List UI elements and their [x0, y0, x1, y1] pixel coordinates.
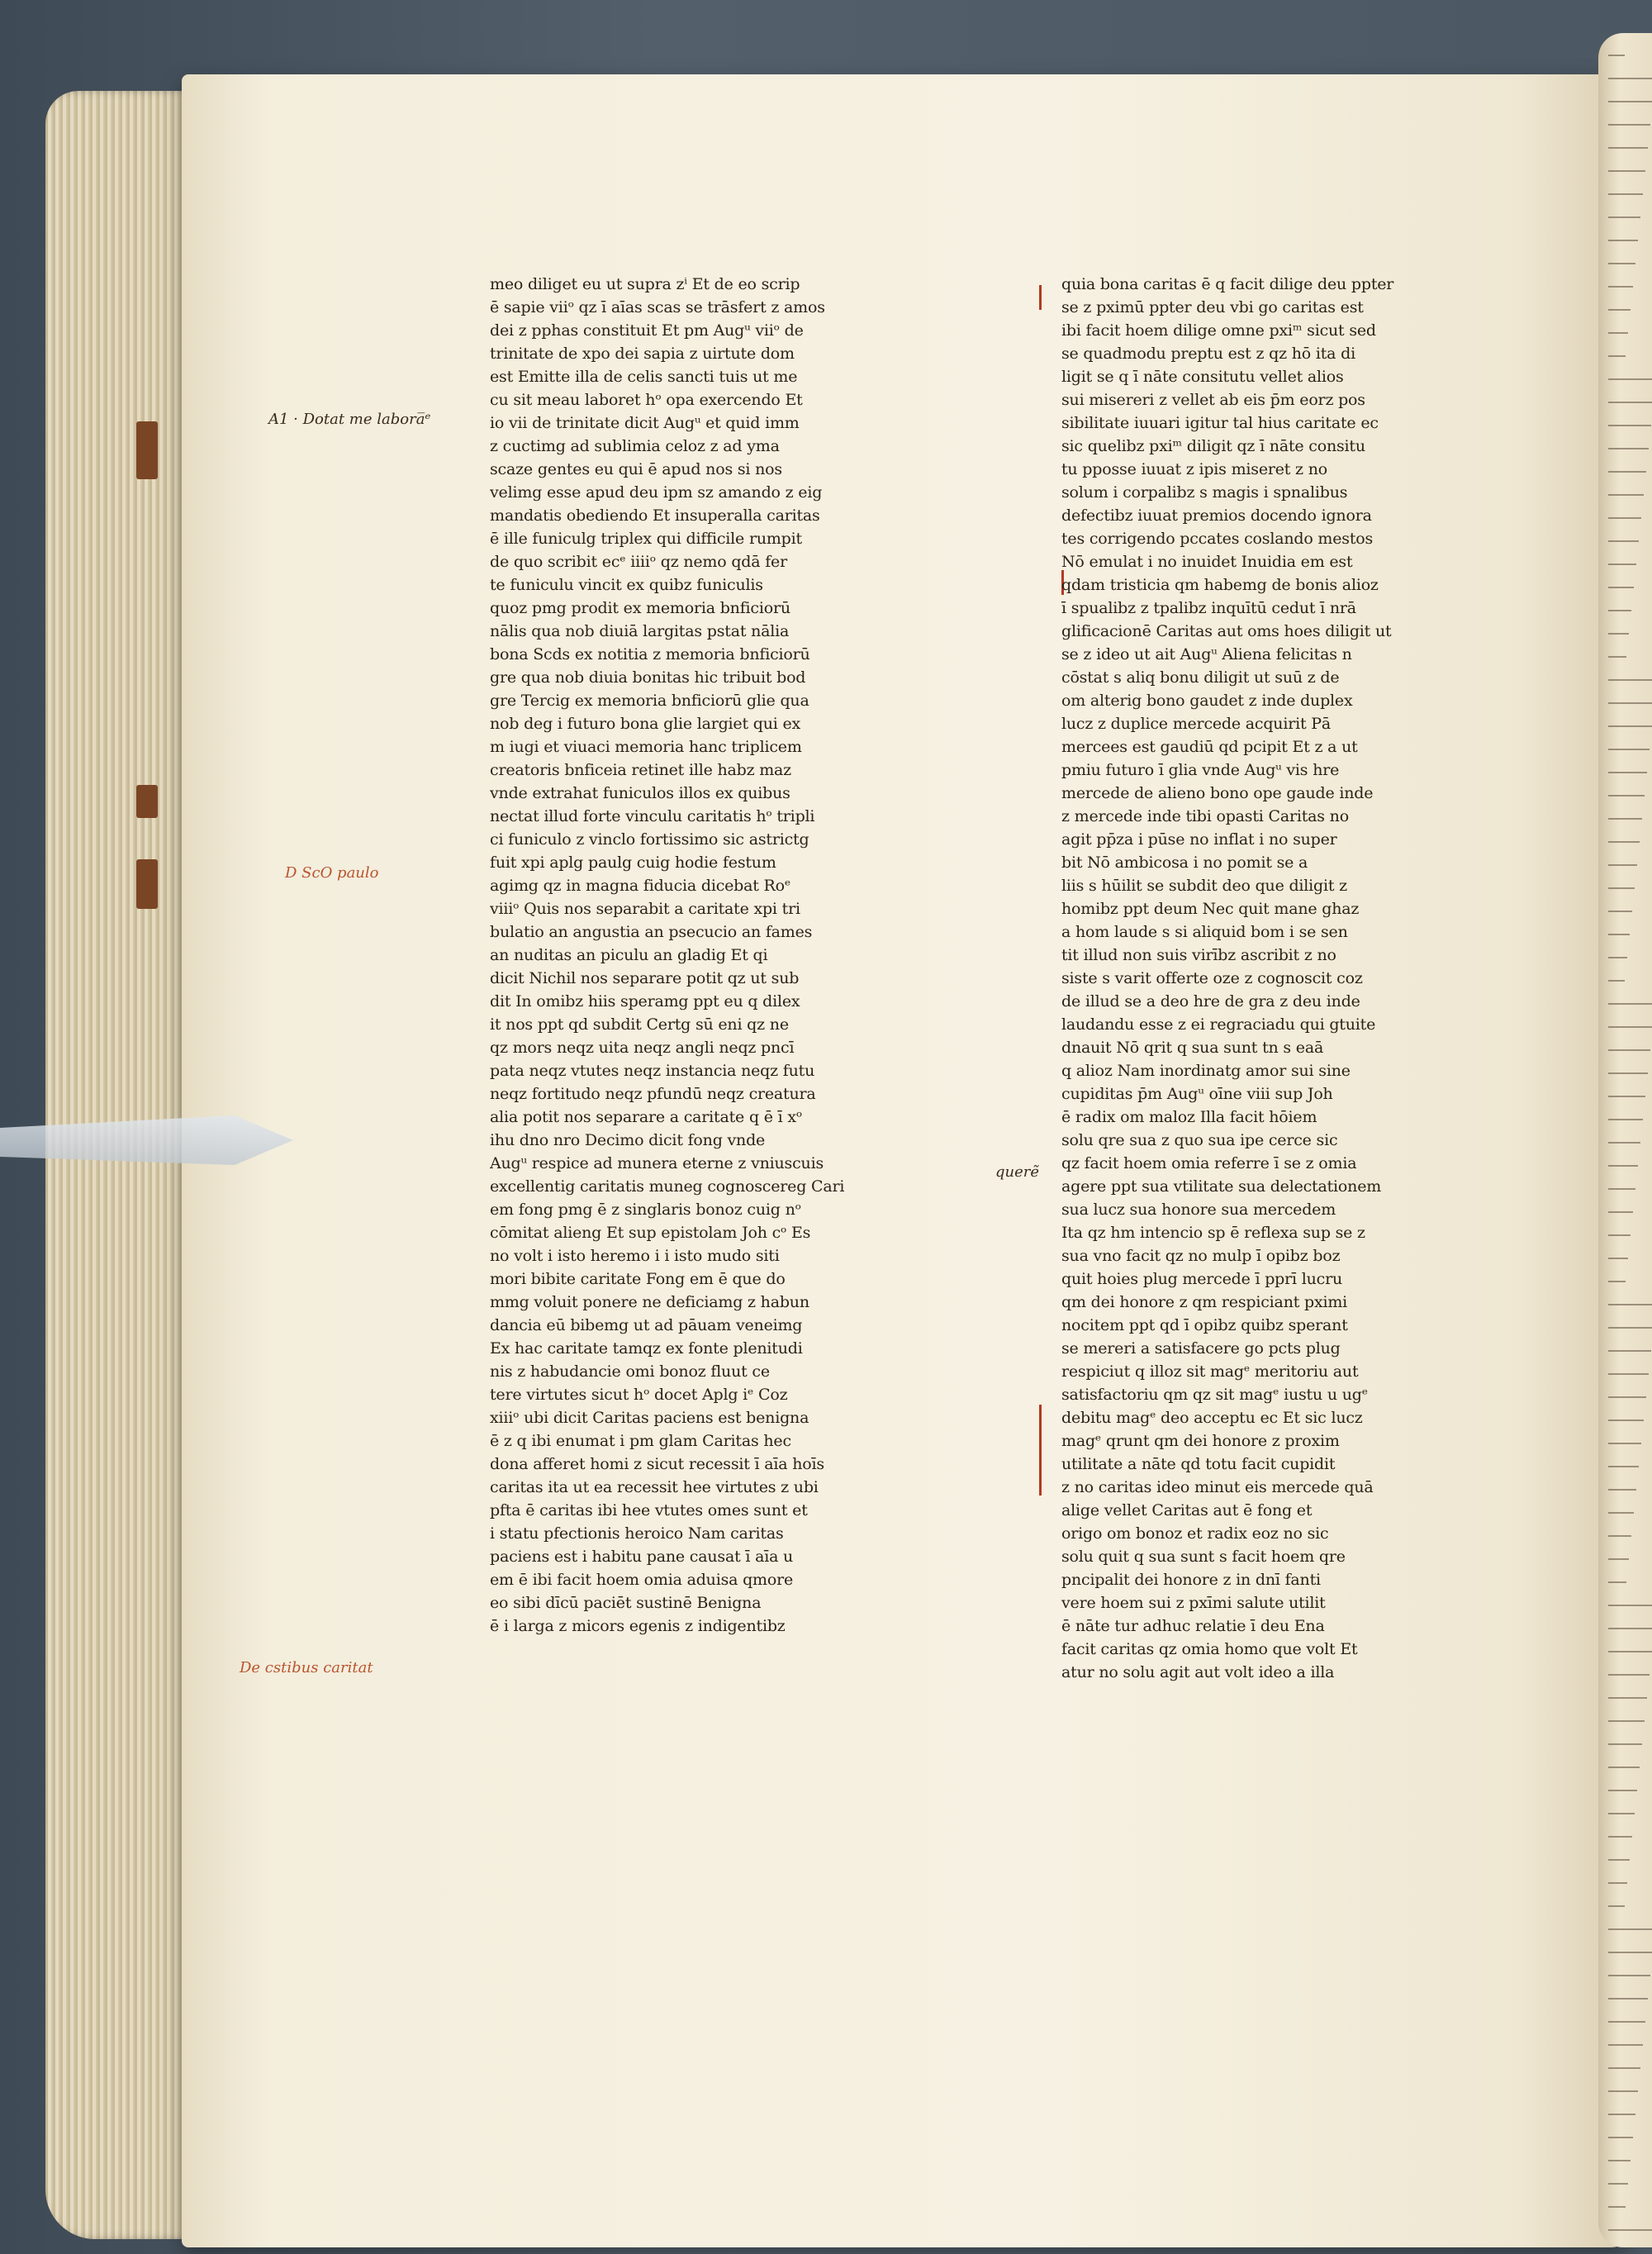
- facing-text-line: [1608, 2090, 1638, 2092]
- facing-text-line: [1608, 1466, 1639, 1467]
- facing-text-line: [1608, 1767, 1640, 1768]
- text-line: pfta ē caritas ibi hee vtutes omes sunt et: [490, 1501, 808, 1519]
- leather-tab: [136, 785, 158, 818]
- text-line: ligit se q ī nāte consitutu vellet alios: [1061, 368, 1344, 386]
- page-edges: [45, 91, 194, 2239]
- facing-text-line: [1608, 1096, 1645, 1097]
- text-line: lucz z duplice mercede acquirit Pā: [1061, 715, 1331, 733]
- text-line: tu pposse iuuat z ipis miseret z no: [1061, 460, 1327, 478]
- facing-text-line: [1608, 1928, 1652, 1930]
- facing-text-line: [1608, 2021, 1645, 2023]
- text-line: pata neqz vtutes neqz instancia neqz futu: [490, 1062, 815, 1080]
- text-line: vere hoem sui z pxīmi salute utilit: [1061, 1594, 1326, 1612]
- facing-text-line: [1608, 170, 1645, 172]
- text-line: ē z q ibi enumat i pm glam Caritas hec: [490, 1432, 791, 1450]
- text-line: debitu magᵉ deo acceptu ec Et sic lucz: [1061, 1409, 1363, 1427]
- text-line: pmiu futuro ī glia vnde Augᵘ vis hre: [1061, 761, 1340, 779]
- text-line: an nuditas an piculu an gladig Et qi: [490, 946, 768, 964]
- text-line: ē i larga z micors egenis z indigentibz: [490, 1617, 786, 1635]
- text-line: alia potit nos separare a caritate q ē ī xᵒ: [490, 1108, 802, 1126]
- text-line: mmg voluit ponere ne deficiamg z habun: [490, 1293, 809, 1311]
- text-line: dei z pphas constituit Et pm Augᵘ viiᵒ de: [490, 321, 804, 340]
- facing-text-line: [1608, 725, 1652, 727]
- text-line: Nō emulat i no inuidet Inuidia em est: [1061, 553, 1353, 571]
- text-line: quia bona caritas ē q facit dilige deu ppter: [1061, 275, 1394, 293]
- text-line: mercees est gaudiū qd pcipit Et z a ut: [1061, 738, 1358, 756]
- text-line: mandatis obediendo Et insuperalla caritas: [490, 506, 820, 525]
- margin-note: D ScO paulo: [285, 864, 379, 882]
- text-line: laudandu esse z ei regraciadu qui gtuite: [1061, 1015, 1376, 1034]
- text-line: facit caritas qz omia homo que volt Et: [1061, 1640, 1358, 1658]
- text-line: se mereri a satisfacere go pcts plug: [1061, 1339, 1341, 1358]
- text-line: qz mors neqz uita neqz angli neqz pncī: [490, 1039, 795, 1057]
- text-line: liis s hūilit se subdit deo que diligit z: [1061, 877, 1347, 895]
- facing-text-line: [1608, 702, 1652, 704]
- facing-text-line: [1608, 1882, 1627, 1884]
- text-line: z mercede inde tibi opasti Caritas no: [1061, 807, 1349, 825]
- text-line: a hom laude s si aliquid bom i se sen: [1061, 923, 1348, 941]
- facing-text-line: [1608, 1581, 1626, 1583]
- text-line: siste s varit offerte oze z cognoscit coz: [1061, 969, 1363, 987]
- text-line: ci funiculo z vinclo fortissimo sic astrictg: [490, 830, 809, 849]
- facing-text-line: [1608, 1234, 1631, 1236]
- text-line: io vii de trinitate dicit Augᵘ et quid imm: [490, 414, 800, 432]
- facing-text-line: [1608, 1813, 1635, 1814]
- text-line: magᵉ qrunt qm dei honore z proxim: [1061, 1432, 1340, 1450]
- text-line: solum i corpalibz s magis i spnalibus: [1061, 483, 1348, 502]
- text-line: ē radix om maloz Illa facit hōiem: [1061, 1108, 1317, 1126]
- facing-text-line: [1608, 2114, 1635, 2115]
- facing-text-line: [1608, 841, 1640, 843]
- text-line: vnde extrahat funiculos illos ex quibus: [490, 784, 790, 802]
- facing-text-line: [1608, 1790, 1637, 1791]
- facing-text-line: [1608, 2067, 1640, 2069]
- text-line: origo om bonoz et radix eoz no sic: [1061, 1524, 1329, 1543]
- facing-text-line: [1608, 1327, 1652, 1329]
- text-line: defectibz iuuat premios docendo ignora: [1061, 506, 1372, 525]
- text-line: dit In omibz hiis speramg ppt eu q dilex: [490, 992, 800, 1010]
- facing-text-line: [1608, 1998, 1648, 2000]
- facing-text-line: [1608, 147, 1648, 149]
- facing-text-line: [1608, 378, 1652, 380]
- text-line: i statu pfectionis heroico Nam caritas: [490, 1524, 784, 1543]
- text-column-right: [1061, 273, 1524, 1684]
- text-line: no volt i isto heremo i i isto mudo siti: [490, 1247, 780, 1265]
- text-line: m iugi et viuaci memoria hanc triplicem: [490, 738, 802, 756]
- text-line: dnauit Nō qrit q sua sunt tn s eaā: [1061, 1039, 1324, 1057]
- text-line: mercede de alieno bono ope gaude inde: [1061, 784, 1374, 802]
- text-line: dancia eū bibemg ut ad pāuam veneimg: [490, 1316, 803, 1334]
- facing-text-line: [1608, 1188, 1635, 1190]
- facing-text-line: [1608, 286, 1633, 288]
- facing-text-line: [1608, 263, 1635, 264]
- text-line: nocitem ppt qd ī opibz quibz sperant: [1061, 1316, 1348, 1334]
- facing-text-line: [1608, 957, 1627, 958]
- facing-text-line: [1608, 1859, 1630, 1861]
- text-column-left: [490, 273, 952, 1638]
- leather-tab: [136, 859, 158, 909]
- facing-text-line: [1608, 656, 1626, 658]
- facing-text-line: [1608, 124, 1650, 126]
- facing-text-line: [1608, 1558, 1629, 1560]
- text-line: se quadmodu preptu est z qz hō ita di: [1061, 345, 1355, 363]
- text-line: quit hoies plug mercede ī pprī lucru: [1061, 1270, 1343, 1288]
- text-line: creatoris bnficeia retinet ille habz maz: [490, 761, 791, 779]
- facing-text-line: [1608, 1165, 1638, 1167]
- text-line: em fong pmg ē z singlaris bonoz cuig nᵒ: [490, 1201, 801, 1219]
- facing-text-line: [1608, 818, 1642, 820]
- text-line: solu qre sua z quo sua ipe cerce sic: [1061, 1131, 1338, 1149]
- facing-text-line: [1608, 1142, 1640, 1144]
- facing-text-line: [1608, 2137, 1633, 2138]
- facing-text-line: [1608, 1512, 1634, 1514]
- facing-text-line: [1608, 2044, 1643, 2046]
- facing-text-line: [1608, 1697, 1647, 1699]
- text-line: mori bibite caritate Fong em ē que do: [490, 1270, 786, 1288]
- text-line: ē nāte tur adhuc relatie ī deu Ena: [1061, 1617, 1325, 1635]
- text-line: tes corrigendo pccates coslando mestos: [1061, 530, 1374, 548]
- facing-text-line: [1608, 193, 1643, 195]
- facing-text-line: [1608, 471, 1646, 473]
- text-line: z no caritas ideo minut eis mercede quā: [1061, 1478, 1374, 1496]
- text-line: utilitate a nāte qd totu facit cupidit: [1061, 1455, 1336, 1473]
- facing-text-line: [1608, 1952, 1652, 1953]
- text-line: z cuctimg ad sublimia celoz z ad yma: [490, 437, 780, 455]
- facing-text-line: [1608, 1443, 1641, 1444]
- text-line: qm dei honore z qm respiciant pximi: [1061, 1293, 1348, 1311]
- facing-text-line: [1608, 216, 1640, 218]
- text-line: Ex hac caritate tamqz ex fonte plenitudi: [490, 1339, 803, 1358]
- text-line: em ē ibi facit hoem omia aduisa qmore: [490, 1571, 794, 1589]
- facing-text-line: [1608, 633, 1629, 635]
- leather-tab: [136, 421, 158, 479]
- text-line: solu quit q sua sunt s facit hoem qre: [1061, 1548, 1346, 1566]
- text-line: se z pximū ppter deu vbi go caritas est: [1061, 298, 1364, 316]
- facing-text-line: [1608, 934, 1630, 935]
- text-line: dicit Nichil nos separare potit qz ut sub: [490, 969, 800, 987]
- text-line: sui misereri z vellet ab eis p̄m eorz pos: [1061, 391, 1365, 409]
- facing-text-line: [1608, 1419, 1644, 1421]
- text-line: ē sapie viiᵒ qz ī aīas scas se trāsfert z amos: [490, 298, 825, 316]
- text-line: trinitate de xpo dei sapia z uirtute dom: [490, 345, 795, 363]
- text-line: excellentig caritatis muneg cognoscereg Cari: [490, 1177, 845, 1196]
- text-line: nectat illud forte vinculu caritatis hᵒ tripli: [490, 807, 815, 825]
- facing-text-line: [1608, 795, 1645, 797]
- text-line: q alioz Nam inordinatg amor sui sine: [1061, 1062, 1351, 1080]
- text-line: nob deg i futuro bona glie largiet qui ex: [490, 715, 801, 733]
- text-line: alige vellet Caritas aut ē fong et: [1061, 1501, 1313, 1519]
- text-line: neqz fortitudo neqz pfundū neqz creatura: [490, 1085, 816, 1103]
- text-line: bulatio an angustia an psecucio an fames: [490, 923, 813, 941]
- text-line: ibi facit hoem dilige omne pxiᵐ sicut sed: [1061, 321, 1376, 340]
- text-line: est Emitte illa de celis sancti tuis ut me: [490, 368, 798, 386]
- facing-text-line: [1608, 402, 1652, 403]
- facing-text-line: [1608, 1628, 1652, 1629]
- facing-text-line: [1608, 1905, 1625, 1907]
- text-line: it nos ppt qd subdit Certg sū eni qz ne: [490, 1015, 789, 1034]
- facing-text-line: [1608, 540, 1639, 542]
- facing-text-line: [1608, 2160, 1631, 2161]
- facing-text-line: [1608, 78, 1652, 79]
- text-line: agere ppt sua vtilitate sua delectationem: [1061, 1177, 1382, 1196]
- facing-text-line: [1608, 1119, 1643, 1120]
- text-line: dona afferet homi z sicut recessit ī aīa hoīs: [490, 1455, 824, 1473]
- text-line: nis z habudancie omi bonoz fluut ce: [490, 1362, 770, 1381]
- text-line: bit Nō ambicosa i no pomit se a: [1061, 854, 1308, 872]
- facing-text-line: [1608, 55, 1625, 56]
- facing-text-line: [1608, 2183, 1628, 2185]
- facing-text-line: [1608, 1281, 1626, 1282]
- facing-text-line: [1608, 1720, 1645, 1722]
- facing-text-line: [1608, 332, 1628, 334]
- facing-text-line: [1608, 517, 1641, 519]
- margin-note: querẽ: [995, 1163, 1040, 1181]
- facing-text-line: [1608, 1304, 1652, 1305]
- text-line: se z ideo ut ait Augᵘ Aliena felicitas n: [1061, 645, 1352, 663]
- margin-note: A1 · Dotat me labora̅ᵉ: [268, 411, 431, 428]
- facing-text-line: [1608, 1003, 1652, 1005]
- facing-text-line: [1608, 1350, 1651, 1352]
- facing-text-line: [1608, 1373, 1649, 1375]
- text-line: sic quelibz pxiᵐ diligit qz ī nāte consitu: [1061, 437, 1365, 455]
- facing-text-line: [1608, 1489, 1636, 1491]
- facing-text-line: [1608, 494, 1644, 496]
- facing-text-line: [1608, 1674, 1650, 1676]
- text-line: de illud se a deo hre de gra z deu inde: [1061, 992, 1360, 1010]
- facing-text-line: [1608, 1026, 1652, 1028]
- facing-text-line: [1608, 1743, 1642, 1745]
- facing-text-line: [1608, 610, 1631, 611]
- facing-text-line: [1608, 1535, 1631, 1537]
- facing-text-line: [1608, 309, 1631, 311]
- facing-text-line: [1608, 240, 1638, 241]
- facing-text-line: [1608, 980, 1625, 982]
- text-line: qdam tristicia qm habemg de bonis alioz: [1061, 576, 1379, 594]
- text-line: tere virtutes sicut hᵒ docet Aplg iᵉ Coz: [490, 1386, 788, 1404]
- text-line: om alterig bono gaudet z inde duplex: [1061, 692, 1353, 710]
- text-line: cupiditas p̄m Augᵘ oīne viii sup Joh: [1061, 1085, 1333, 1103]
- facing-text-line: [1608, 1651, 1652, 1652]
- facing-text-line: [1608, 448, 1649, 449]
- text-line: respiciut q illoz sit magᵉ meritoriu aut: [1061, 1362, 1359, 1381]
- facing-text-line: [1608, 425, 1651, 426]
- text-line: fuit xpi aplg paulg cuig hodie festum: [490, 854, 776, 872]
- text-line: Augᵘ respice ad munera eterne z vniuscuis: [490, 1154, 824, 1172]
- text-line: sua lucz sua honore sua mercedem: [1061, 1201, 1336, 1219]
- text-line: cōmitat alieng Et sup epistolam Joh cᵒ Es: [490, 1224, 811, 1242]
- text-line: ihu dno nro Decimo dicit fong vnde: [490, 1131, 766, 1149]
- rubric-mark: [1039, 1405, 1042, 1496]
- facing-text-line: [1608, 1211, 1633, 1213]
- facing-text-line: [1608, 772, 1647, 773]
- facing-text-line: [1608, 1396, 1646, 1398]
- text-line: qz facit hoem omia referre ī se z omia: [1061, 1154, 1357, 1172]
- text-line: xiiiᵒ ubi dicit Caritas paciens est benigna: [490, 1409, 809, 1427]
- text-line: ī spualibz z tpalibz inquītū cedut ī nrā: [1061, 599, 1356, 617]
- facing-text-line: [1608, 679, 1652, 681]
- text-line: te funiculu vincit ex quibz funiculis: [490, 576, 763, 594]
- text-line: de quo scribit ecᵉ iiiiᵒ qz nemo qdā fer: [490, 553, 787, 571]
- text-line: meo diliget eu ut supra zⁱ Et de eo scrip: [490, 275, 800, 293]
- facing-text-line: [1608, 1975, 1650, 1976]
- margin-note: De cstibus caritat: [240, 1659, 373, 1676]
- facing-text-line: [1608, 911, 1632, 912]
- text-line: paciens est i habitu pane causat ī aīa u: [490, 1548, 794, 1566]
- facing-text-line: [1608, 1258, 1628, 1259]
- text-line: agit pp̄za i pūse no inflat i no super: [1061, 830, 1337, 849]
- text-line: tit illud non suis virībz ascribit z no: [1061, 946, 1336, 964]
- text-line: sibilitate iuuari igitur tal hius caritate ec: [1061, 414, 1379, 432]
- facing-text-line: [1608, 1072, 1648, 1074]
- text-line: caritas ita ut ea recessit hee virtutes z ubi: [490, 1478, 819, 1496]
- text-line: gre qua nob diuia bonitas hic tribuit bod: [490, 668, 806, 687]
- facing-text-line: [1608, 1049, 1650, 1051]
- text-line: pncipalit dei honore z in dnī fanti: [1061, 1571, 1321, 1589]
- text-line: cōstat s aliq bonu diligit ut suū z de: [1061, 668, 1340, 687]
- facing-text-line: [1608, 587, 1634, 588]
- facing-text-line: [1608, 864, 1637, 866]
- facing-text-line: [1608, 101, 1652, 102]
- text-line: quoz pmg prodit ex memoria bnficiorū: [490, 599, 790, 617]
- facing-text-line: [1608, 2229, 1652, 2231]
- facing-text-line: [1608, 564, 1636, 565]
- facing-page-edge: [1598, 33, 1652, 2247]
- text-line: gre Tercig ex memoria bnficiorū glie qua: [490, 692, 809, 710]
- text-line: velimg esse apud deu ipm sz amando z eig: [490, 483, 823, 502]
- text-line: agimg qz in magna fiducia dicebat Roᵉ: [490, 877, 791, 895]
- facing-text-line: [1608, 749, 1650, 750]
- text-line: ē ille funiculg triplex qui difficile rumpit: [490, 530, 802, 548]
- facing-text-line: [1608, 1605, 1652, 1606]
- facing-text-line: [1608, 355, 1626, 357]
- facing-text-line: [1608, 2206, 1626, 2208]
- text-line: viiiᵒ Quis nos separabit a caritate xpi tri: [490, 900, 800, 918]
- text-line: eo sibi dīcū paciēt sustinē Benigna: [490, 1594, 762, 1612]
- text-line: glificacionē Caritas aut oms hoes diligit ut: [1061, 622, 1392, 640]
- facing-text-line: [1608, 887, 1635, 889]
- text-line: nālis qua nob diuiā largitas pstat nālia: [490, 622, 790, 640]
- text-line: sua vno facit qz no mulp ī opibz boz: [1061, 1247, 1341, 1265]
- facing-text-line: [1608, 1836, 1632, 1838]
- rubric-mark: [1039, 285, 1042, 310]
- text-line: atur no solu agit aut volt ideo a illa: [1061, 1663, 1335, 1681]
- text-line: scaze gentes eu qui ē apud nos si nos: [490, 460, 782, 478]
- text-line: satisfactoriu qm qz sit magᵉ iustu u ugᵉ: [1061, 1386, 1368, 1404]
- text-line: homibz ppt deum Nec quit mane ghaz: [1061, 900, 1360, 918]
- text-line: cu sit meau laboret hᵒ opa exercendo Et: [490, 391, 803, 409]
- text-line: bona Scds ex notitia z memoria bnficiorū: [490, 645, 810, 663]
- text-line: Ita qz hm intencio sp ē reflexa sup se z: [1061, 1224, 1365, 1242]
